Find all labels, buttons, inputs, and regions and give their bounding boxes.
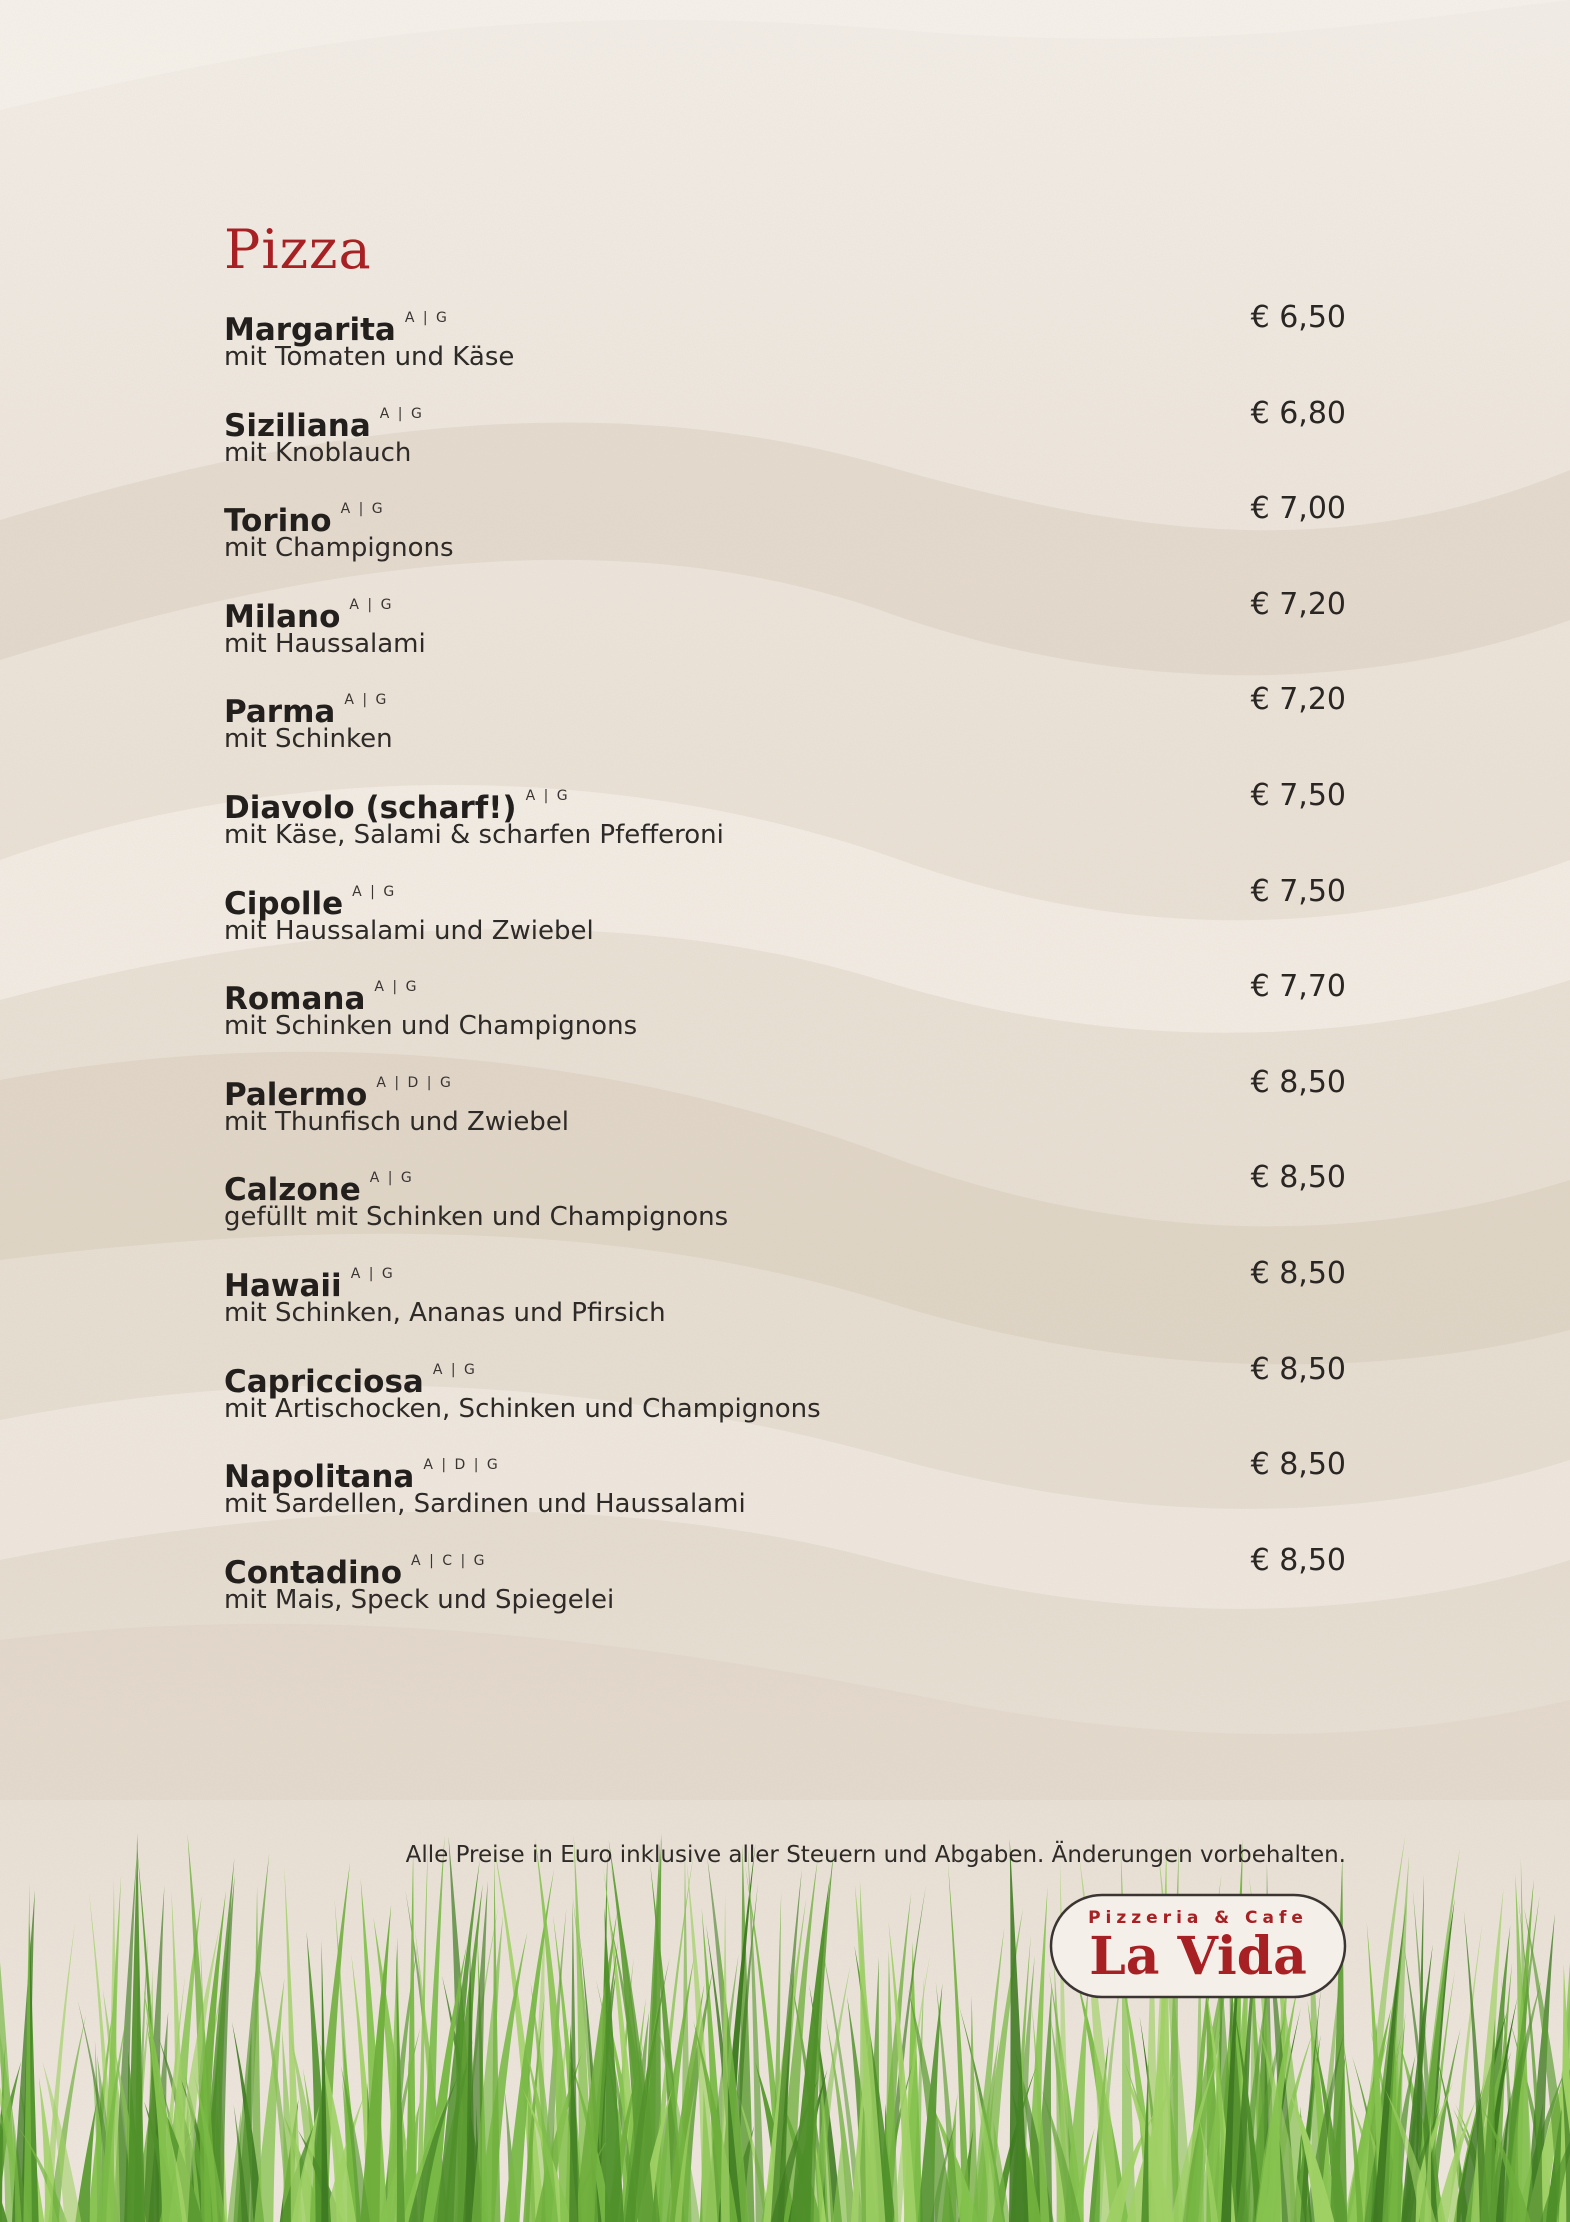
allergen-codes: A | G xyxy=(525,787,570,804)
menu-item xyxy=(224,965,1346,1061)
item-price: € 8,50 xyxy=(1250,1064,1346,1100)
menu-item xyxy=(224,870,1346,966)
section-title: Pizza xyxy=(224,218,372,281)
item-price: € 7,50 xyxy=(1250,777,1346,813)
allergen-codes: A | C | G xyxy=(411,1552,487,1569)
allergen-codes: A | G xyxy=(369,1170,414,1187)
la-vida-logo xyxy=(1049,1893,1347,1999)
item-name: Napolitana $^{A | D | G}$ xyxy=(224,1457,500,1496)
item-name: Calzone $^{A | G}$ xyxy=(224,1170,414,1209)
item-description: mit Schinken xyxy=(224,724,393,755)
item-description: mit Champignons xyxy=(224,533,454,564)
item-description: mit Thunfisch und Zwiebel xyxy=(224,1106,570,1137)
item-description: mit Sardellen, Sardinen und Haussalami xyxy=(224,1489,746,1520)
allergen-codes: A | G xyxy=(374,979,419,996)
item-description: mit Haussalami und Zwiebel xyxy=(224,915,594,946)
allergen-codes: A | D | G xyxy=(376,1074,453,1091)
item-description: mit Mais, Speck und Spiegelei xyxy=(224,1584,615,1615)
item-name: Margarita $^{A | G}$ xyxy=(224,310,449,348)
item-name: Palermo $^{A | D | G}$ xyxy=(224,1074,453,1113)
item-price: € 7,00 xyxy=(1250,491,1346,527)
item-name: Diavolo (scharf!) $^{A | G}$ xyxy=(224,787,570,826)
item-price: € 7,20 xyxy=(1250,586,1346,622)
menu-item xyxy=(224,774,1346,870)
item-description: mit Käse, Salami & scharfen Pfefferoni xyxy=(224,819,724,850)
item-name: Romana $^{A | G}$ xyxy=(224,979,419,1018)
menu-item xyxy=(224,1443,1346,1539)
menu-item xyxy=(224,678,1346,774)
allergen-codes: A | G xyxy=(350,1265,395,1282)
item-price: € 8,50 xyxy=(1250,1542,1346,1578)
item-name: Parma $^{A | G}$ xyxy=(224,692,389,731)
item-price: € 7,50 xyxy=(1250,873,1346,909)
logo-subtitle: Pizzeria & Cafe xyxy=(1088,1908,1308,1928)
item-price: € 8,50 xyxy=(1250,1160,1346,1196)
pizza-menu-list xyxy=(224,296,1346,1634)
item-price: € 6,80 xyxy=(1250,395,1346,431)
item-description: gefüllt mit Schinken und Champignons xyxy=(224,1202,729,1233)
item-name: Contadino $^{A | C | G}$ xyxy=(224,1552,487,1591)
menu-item xyxy=(224,487,1346,583)
menu-item xyxy=(224,1539,1346,1635)
item-name: Cipolle $^{A | G}$ xyxy=(224,883,397,922)
menu-item xyxy=(224,1348,1346,1444)
menu-item xyxy=(224,583,1346,679)
item-price: € 8,50 xyxy=(1250,1255,1346,1291)
item-price: € 7,20 xyxy=(1250,682,1346,718)
item-price: € 6,50 xyxy=(1250,300,1346,335)
allergen-codes: A | G xyxy=(379,405,424,422)
item-name: Capricciosa $^{A | G}$ xyxy=(224,1361,477,1400)
item-description: mit Schinken, Ananas und Pfirsich xyxy=(224,1297,666,1328)
item-description: mit Tomaten und Käse xyxy=(224,342,515,372)
allergen-codes: A | G xyxy=(352,883,397,900)
allergen-codes: A | G xyxy=(349,596,394,613)
item-name: Siziliana $^{A | G}$ xyxy=(224,405,424,444)
allergen-codes: A | G xyxy=(344,692,389,709)
menu-item xyxy=(224,1252,1346,1348)
item-price: € 8,50 xyxy=(1250,1447,1346,1483)
allergen-codes: A | G xyxy=(404,310,449,326)
allergen-codes: A | G xyxy=(340,501,385,518)
item-name: Hawaii $^{A | G}$ xyxy=(224,1265,395,1304)
grass-blade xyxy=(1009,1839,1029,2222)
allergen-codes: A | G xyxy=(432,1361,477,1378)
grass-blade xyxy=(396,1945,405,2222)
allergen-codes: A | D | G xyxy=(423,1457,500,1474)
item-description: mit Artischocken, Schinken und Champignons xyxy=(224,1393,821,1424)
item-price: € 7,70 xyxy=(1250,969,1346,1005)
item-description: mit Knoblauch xyxy=(224,437,412,468)
item-description: mit Haussalami xyxy=(224,628,426,659)
menu-item xyxy=(224,1156,1346,1252)
item-name: Milano $^{A | G}$ xyxy=(224,596,394,635)
price-disclaimer: Alle Preise in Euro inklusive aller Steuern und Abgaben. Änderungen vorbehalten. xyxy=(405,1842,1346,1868)
item-price: € 8,50 xyxy=(1250,1351,1346,1387)
menu-item xyxy=(224,392,1346,488)
item-description: mit Schinken und Champignons xyxy=(224,1011,638,1042)
menu-item xyxy=(224,296,1346,392)
logo-name: La Vida xyxy=(1089,1926,1307,1987)
menu-item xyxy=(224,1061,1346,1157)
item-name: Torino $^{A | G}$ xyxy=(224,501,385,540)
